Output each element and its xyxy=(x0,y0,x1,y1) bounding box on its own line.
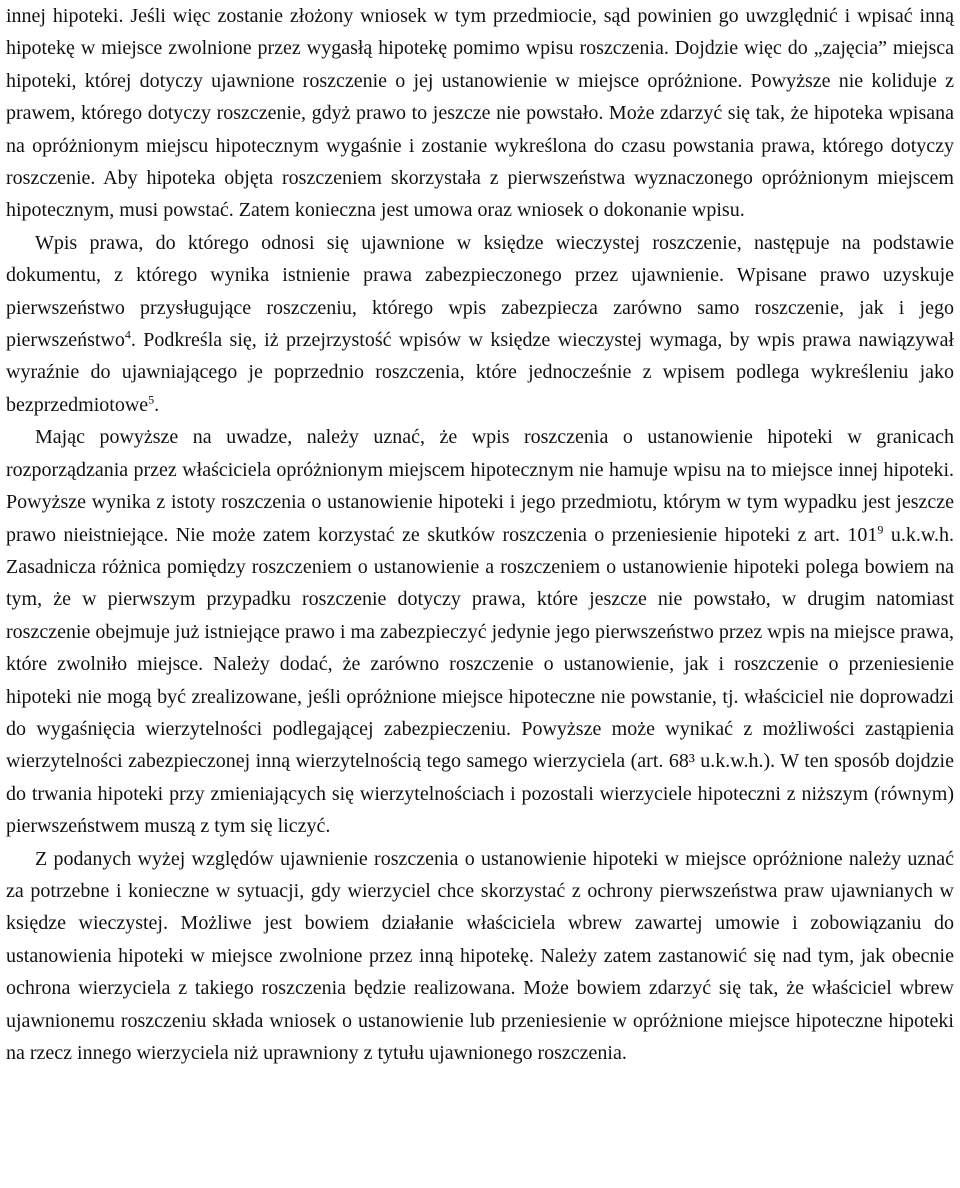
paragraph-text: Mając powyższe na uwadze, należy uznać, że wpis roszczenia o ustanowienie hipoteki w granicach rozporządzania przez właściciela opróżnionym miejscem hipotecznym nie hamuje wpisu na to miejsce innej hipoteki. Powyższe wynika z istoty roszczenia o ustanowienie hipoteki i jego przedmiotu, którym w tym wypadku jest jeszcze prawo nieistniejące. Nie może zatem korzystać ze skutków roszczenia o przeniesienie hipoteki z art. 101 xyxy=(6,426,954,546)
paragraph-2 xyxy=(6,227,954,421)
paragraph-4 xyxy=(6,843,954,1070)
paragraph-text: . Podkreśla się, iż przejrzystość wpisów w księdze wieczystej wymaga, by wpis prawa nawiązywał wyraźnie do ujawniającego je poprzednio roszczenia, które jednocześnie z wpisem podlega wykreśleniu jako bezprzedmiotowe xyxy=(6,329,954,416)
document-page xyxy=(6,0,954,1069)
paragraph-1 xyxy=(6,0,954,227)
paragraph-text: innej hipoteki. Jeśli więc zostanie złożony wniosek w tym przedmiocie, sąd powinien go uwzględnić i wpisać inną hipotekę w miejsce zwolnione przez wygasłą hipotekę pomimo wpisu roszczenia. Dojdzie więc do „zajęcia” miejsca hipoteki, której dotyczy ujawnione roszczenie o jej ustanowienie w miejsce opróżnione. Powyższe nie koliduje z prawem, którego dotyczy roszczenie, gdyż prawo to jeszcze nie powstało. Może zdarzyć się tak, że hipoteka wpisana na opróżnionym miejscu hipotecznym wygaśnie i zostanie wykreślona do czasu powstania prawa, którego dotyczy roszczenie. Aby hipoteka objęta roszczeniem skorzystała z pierwszeństwa wyznaczonego opróżnionym miejscem hipotecznym, musi powstać. Zatem konieczna jest umowa oraz wniosek o dokonanie wpisu. xyxy=(6,5,954,222)
paragraph-text: Wpis prawa, do którego odnosi się ujawnione w księdze wieczystej roszczenie, następuje na podstawie dokumentu, z którego wynika istnienie prawa zabezpieczonego przez ujawnienie. Wpisane prawo uzyskuje pierwszeństwo przysługujące roszczeniu, którego wpis zabezpiecza zarówno samo roszczenie, jak i jego pierwszeństwo xyxy=(6,231,954,352)
footnote-ref-4[interactable]: 4 xyxy=(124,327,131,342)
article-superscript-9: 9 xyxy=(877,521,884,536)
paragraph-text: Z podanych wyżej względów ujawnienie roszczenia o ustanowienie hipoteki w miejsce opróżnione należy uznać za potrzebne i konieczne w sytuacji, gdy wierzyciel chce skorzystać z ochrony pierwszeństwa praw ujawnianych w księdze wieczystej. Możliwe jest bowiem działanie właściciela wbrew zawartej umowie i zobowiązaniu do ustanowienia hipoteki w miejsce zwolnione przez inną hipotekę. Należy zatem zastanowić się nad tym, jak obecnie ochrona wierzyciela z takiego roszczenia będzie realizowana. Może bowiem zdarzyć się tak, że właściciel wbrew ujawnionemu roszczeniu składa wniosek o ustanowienie lub przeniesienie w opróżnione miejsce hipoteczne hipoteki na rzecz innego wierzyciela niż uprawniony z tytułu ujawnionego roszczenia. xyxy=(6,847,954,1064)
paragraph-text: . xyxy=(154,393,160,416)
paragraph-3 xyxy=(6,421,954,842)
footnote-ref-5[interactable]: 5 xyxy=(148,392,155,407)
paragraph-text: u.k.w.h. Zasadnicza różnica pomiędzy roszczeniem o ustanowienie a roszczeniem o ustanowienie hipoteki polega bowiem na tym, że w pierwszym przypadku roszczenie dotyczy prawa, które jeszcze nie powstało, w drugim natomiast roszczenie obejmuje już istniejące prawo i ma zabezpieczyć jedynie jego pierwszeństwo przez wpis na miejsce prawa, które zwolniło miejsce. Należy dodać, że zarówno roszczenie o ustanowienie, jak i roszczenie o przeniesienie hipoteki nie mogą być zrealizowane, jeśli opróżnione miejsce hipoteczne nie powstanie, tj. właściciel nie doprowadzi do wygaśnięcia wierzytelności podlegającej zabezpieczeniu. Powyższe może wynikać z możliwości zastąpienia wierzytelności zabezpieczonej inną wierzytelnością tego samego wierzyciela (art. 68³ u.k.w.h.). W ten sposób dojdzie do trwania hipoteki przy zmieniających się wierzytelnościach i pozostali wierzyciele hipoteczni z niższym (równym) pierwszeństwem muszą z tym się liczyć. xyxy=(6,523,954,838)
